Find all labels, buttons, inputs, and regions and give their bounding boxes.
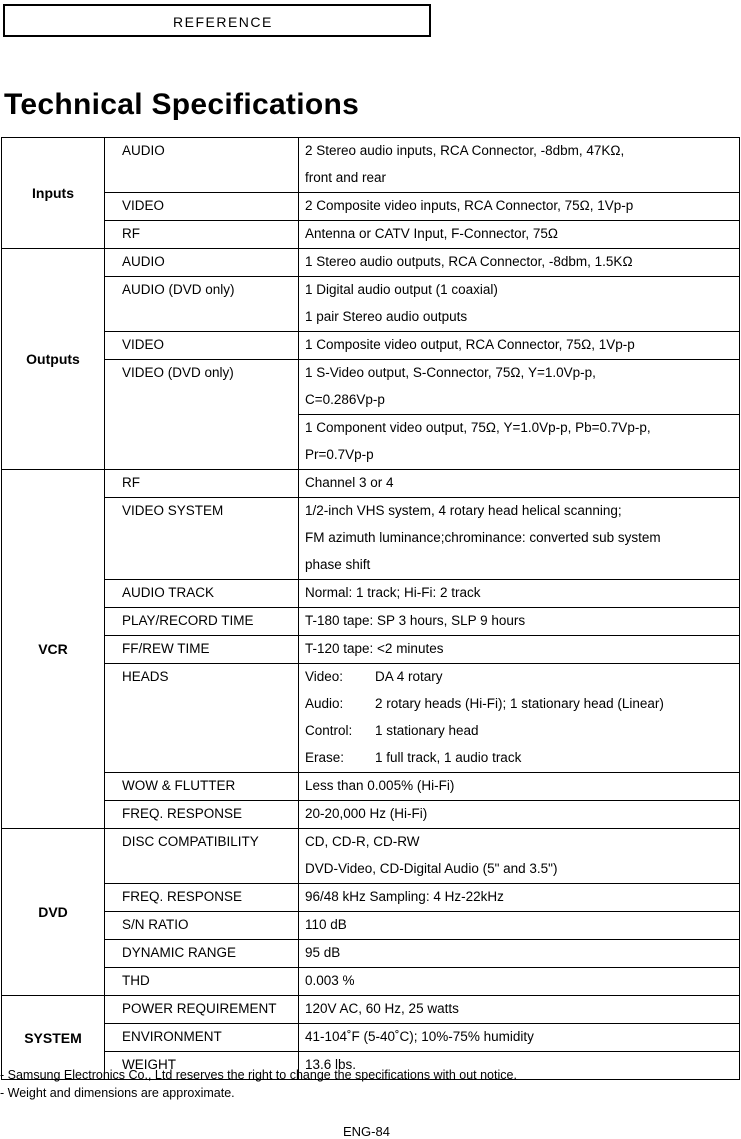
item-label: DYNAMIC RANGE (122, 945, 237, 960)
value-cell (299, 829, 740, 884)
item-label: POWER REQUIREMENT (122, 1001, 277, 1016)
item-label: AUDIO (122, 254, 165, 269)
category-cell: VCR (2, 470, 105, 829)
item-cell (105, 249, 299, 277)
spec-row (2, 193, 740, 221)
item-label: FREQ. RESPONSE (122, 806, 243, 821)
value-line: front and rear (305, 170, 387, 185)
value-cell (299, 470, 740, 498)
item-label: AUDIO (DVD only) (122, 282, 235, 297)
item-label: HEADS (122, 669, 169, 684)
spec-row (2, 277, 740, 332)
item-label: VIDEO (DVD only) (122, 365, 234, 380)
spec-row (2, 636, 740, 664)
heads-value: 1 full track, 1 audio track (375, 750, 522, 765)
item-cell (105, 498, 299, 580)
value-line: CD, CD-R, CD-RW (305, 834, 420, 849)
value-line: 110 dB (305, 917, 347, 932)
value-cell (299, 940, 740, 968)
value-line: FM azimuth luminance;chrominance: converted sub system (305, 530, 661, 545)
spec-row (2, 801, 740, 829)
item-cell (105, 138, 299, 193)
spec-row (2, 996, 740, 1024)
item-label: WEIGHT (122, 1057, 176, 1072)
value-line: 0.003 % (305, 973, 355, 988)
heads-label: Audio: (305, 696, 344, 711)
value-cell (299, 360, 740, 415)
section-header-box (3, 4, 431, 37)
value-line: 1 pair Stereo audio outputs (305, 309, 468, 324)
value-line: Antenna or CATV Input, F-Connector, 75Ω (305, 226, 558, 241)
value-line: 120V AC, 60 Hz, 25 watts (305, 1001, 459, 1016)
spec-row (2, 884, 740, 912)
category-cell: DVD (2, 829, 105, 996)
value-cell (299, 277, 740, 332)
item-label: S/N RATIO (122, 917, 189, 932)
value-cell (299, 664, 740, 773)
heads-label: Control: (305, 723, 353, 738)
spec-row (2, 470, 740, 498)
spec-row (2, 360, 740, 415)
item-cell (105, 360, 299, 470)
item-cell (105, 580, 299, 608)
item-cell (105, 829, 299, 884)
spec-row (2, 580, 740, 608)
item-label: RF (122, 475, 140, 490)
value-cell (299, 912, 740, 940)
heads-value: 2 rotary heads (Hi-Fi); 1 stationary head (Linear) (375, 696, 664, 711)
item-label: AUDIO TRACK (122, 585, 215, 600)
item-label: WOW & FLUTTER (122, 778, 236, 793)
item-cell (105, 801, 299, 829)
spec-row (2, 1024, 740, 1052)
value-line: 96/48 kHz Sampling: 4 Hz-22kHz (305, 889, 504, 904)
value-cell (299, 996, 740, 1024)
item-cell (105, 277, 299, 332)
page-number: ENG-84 (343, 1124, 390, 1139)
spec-row (2, 829, 740, 884)
item-label: FF/REW TIME (122, 641, 210, 656)
heads-value: DA 4 rotary (375, 669, 443, 684)
spec-row (2, 940, 740, 968)
value-cell (299, 968, 740, 996)
value-line: 1 Digital audio output (1 coaxial) (305, 282, 498, 297)
heads-line (299, 718, 739, 745)
spec-row (2, 968, 740, 996)
value-line: T-120 tape: <2 minutes (305, 641, 444, 656)
page-title: Technical Specifications (4, 88, 360, 121)
value-cell (299, 773, 740, 801)
item-cell (105, 884, 299, 912)
item-label: AUDIO (122, 143, 165, 158)
value-line: 1 S-Video output, S-Connector, 75Ω, Y=1.0Vp-p, (305, 365, 596, 380)
item-label: PLAY/RECORD TIME (122, 613, 254, 628)
value-line: 2 Composite video inputs, RCA Connector, 75Ω, 1Vp-p (305, 198, 634, 213)
specifications-table (1, 137, 740, 1080)
category-cell: Inputs (2, 138, 105, 249)
value-line: 95 dB (305, 945, 341, 960)
value-line: Channel 3 or 4 (305, 475, 394, 490)
heads-label: Video: (305, 669, 344, 684)
section-header-label: REFERENCE (173, 14, 273, 30)
value-line: Less than 0.005% (Hi-Fi) (305, 778, 455, 793)
spec-row (2, 332, 740, 360)
item-label: DISC COMPATIBILITY (122, 834, 259, 849)
spec-row (2, 221, 740, 249)
value-cell (299, 636, 740, 664)
item-label: THD (122, 973, 150, 988)
value-cell (299, 608, 740, 636)
value-line: 41-104˚F (5-40˚C); 10%-75% humidity (305, 1029, 534, 1044)
value-cell (299, 498, 740, 580)
item-cell (105, 636, 299, 664)
item-label: VIDEO (122, 337, 165, 352)
value-line: Pr=0.7Vp-p (305, 447, 374, 462)
item-cell (105, 996, 299, 1024)
value-line: 20-20,000 Hz (Hi-Fi) (305, 806, 428, 821)
item-cell (105, 221, 299, 249)
item-cell (105, 332, 299, 360)
item-cell (105, 608, 299, 636)
value-line: C=0.286Vp-p (305, 392, 385, 407)
value-line: 1 Component video output, 75Ω, Y=1.0Vp-p, Pb=0.7Vp-p, (305, 420, 651, 435)
spec-row (2, 912, 740, 940)
spec-row (2, 249, 740, 277)
value-cell (299, 193, 740, 221)
value-line: Normal: 1 track; Hi-Fi: 2 track (305, 585, 481, 600)
value-cell (299, 332, 740, 360)
item-cell (105, 664, 299, 773)
value-cell (299, 138, 740, 193)
footnote-1: - Samsung Electronics Co., Ltd reserves the right to change the specifications with out notice. (0, 1068, 517, 1082)
heads-line (299, 664, 739, 691)
value-cell (299, 1024, 740, 1052)
item-cell (105, 1024, 299, 1052)
heads-line (299, 691, 739, 718)
value-line: 1 Composite video output, RCA Connector, 75Ω, 1Vp-p (305, 337, 635, 352)
item-cell (105, 470, 299, 498)
category-cell: SYSTEM (2, 996, 105, 1080)
item-label: VIDEO SYSTEM (122, 503, 224, 518)
heads-label: Erase: (305, 750, 345, 765)
item-label: RF (122, 226, 140, 241)
value-line: 1/2-inch VHS system, 4 rotary head helical scanning; (305, 503, 622, 518)
value-line: DVD-Video, CD-Digital Audio (5" and 3.5") (305, 861, 558, 876)
value-line: T-180 tape: SP 3 hours, SLP 9 hours (305, 613, 526, 628)
spec-row (2, 608, 740, 636)
heads-value: 1 stationary head (375, 723, 479, 738)
spec-row (2, 498, 740, 580)
value-cell (299, 249, 740, 277)
item-cell (105, 940, 299, 968)
value-line: 2 Stereo audio inputs, RCA Connector, -8dbm, 47KΩ, (305, 143, 625, 158)
spec-row (2, 773, 740, 801)
spec-row (2, 664, 740, 773)
category-cell: Outputs (2, 249, 105, 470)
item-cell (105, 912, 299, 940)
value-cell (299, 415, 740, 470)
value-line: phase shift (305, 557, 371, 572)
value-cell (299, 580, 740, 608)
value-line: 13.6 lbs. (305, 1057, 357, 1072)
item-label: ENVIRONMENT (122, 1029, 222, 1044)
item-label: VIDEO (122, 198, 165, 213)
value-cell (299, 801, 740, 829)
item-cell (105, 968, 299, 996)
item-cell (105, 193, 299, 221)
value-line: 1 Stereo audio outputs, RCA Connector, -8dbm, 1.5KΩ (305, 254, 633, 269)
value-cell (299, 884, 740, 912)
heads-line (299, 745, 739, 772)
footnote-2: - Weight and dimensions are approximate. (0, 1086, 235, 1100)
value-cell (299, 221, 740, 249)
spec-row (2, 138, 740, 193)
item-label: FREQ. RESPONSE (122, 889, 243, 904)
item-cell (105, 773, 299, 801)
